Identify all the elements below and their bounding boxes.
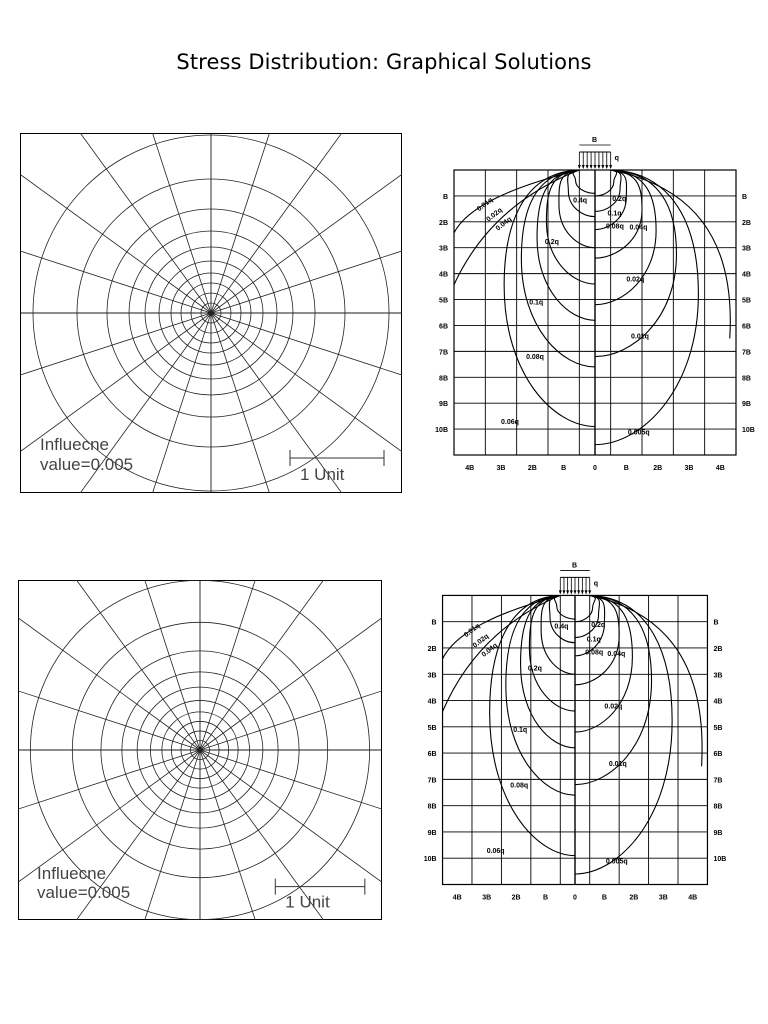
isobar-curve-left (554, 595, 575, 619)
load-label: q (593, 580, 598, 588)
isobar-label-right: 0.005q (605, 858, 628, 866)
depth-tick-label-right: 5B (742, 297, 751, 305)
width-label: B (592, 137, 598, 144)
load-arrowhead (609, 165, 612, 169)
load-arrowhead (582, 165, 585, 169)
x-tick-label: 0 (593, 465, 597, 472)
load-arrowhead (562, 590, 565, 594)
isobar-label-right: 0.04q (629, 224, 648, 232)
isobar-label-left: 0.01q (475, 196, 495, 214)
depth-tick-label-left: 8B (439, 375, 448, 383)
isobar-curve-left (573, 170, 595, 193)
x-tick-label: 3B (482, 894, 492, 902)
isobar-curve-left (452, 170, 579, 237)
influence-chart-top (20, 133, 402, 493)
x-tick-label: B (601, 894, 607, 902)
depth-tick-label-left: 7B (439, 349, 448, 357)
isobar-curve-right (595, 170, 676, 357)
influence-label-line2: value=0.005 (40, 455, 134, 474)
influence-radial-line (0, 195, 211, 313)
load-arrowhead (601, 165, 604, 169)
x-tick-label: B (623, 465, 629, 472)
x-tick-label: 3B (496, 465, 506, 472)
isobar-curve-right (595, 170, 617, 196)
isobar-curve-right (575, 595, 652, 784)
scale-label: 1 Unit (300, 465, 345, 484)
isobar-label-left: 0.2q (527, 665, 542, 673)
depth-tick-label-right: 2B (713, 645, 723, 653)
isobar-curve-right (575, 595, 600, 637)
depth-tick-label-right: 10B (713, 856, 727, 864)
depth-tick-label-left: 3B (427, 672, 437, 680)
influence-radial-line (93, 0, 211, 313)
x-tick-label: 3B (684, 465, 694, 472)
depth-tick-label-right: 6B (713, 751, 723, 759)
x-tick-label: B (543, 894, 549, 902)
isobar-curve-right (590, 595, 702, 769)
load-arrowhead (559, 590, 562, 594)
depth-tick-label-right: 7B (742, 349, 751, 357)
isobar-label-right: 0.005q (627, 429, 650, 437)
isobar-curve-right (611, 170, 731, 341)
isobar-curve-left (452, 170, 579, 289)
influence-radial-line (0, 88, 211, 313)
depth-tick-label-right: 4B (742, 271, 751, 279)
isobar-label-left: 0.08q (510, 782, 529, 790)
depth-tick-label-left: 4B (427, 698, 437, 706)
x-tick-label: 4B (465, 465, 475, 472)
isobar-label-left: 0.4q (573, 197, 588, 205)
depth-tick-label-right: 10B (742, 427, 755, 435)
x-tick-label: 2B (653, 465, 663, 472)
depth-tick-label-left: 8B (427, 803, 437, 811)
load-arrowhead (581, 590, 584, 594)
influence-chart-bottom (18, 580, 382, 920)
influence-label-line1: Influecne (40, 435, 109, 454)
load-arrowhead (577, 590, 580, 594)
isobar-label-left: 0.08q (526, 354, 544, 362)
isobar-label-left: 0.06q (486, 847, 505, 855)
isobar-label-left: 0.02q (485, 206, 504, 224)
isobar-curve-left (504, 170, 595, 427)
isobar-label-right: 0.2q (591, 621, 606, 629)
x-tick-label: 4B (688, 894, 698, 902)
page-title: Stress Distribution: Graphical Solutions (176, 50, 592, 74)
width-label: B (572, 562, 578, 570)
x-tick-label: 4B (452, 894, 462, 902)
scale-label: 1 Unit (285, 892, 330, 912)
isobar-label-left: 0.4q (554, 623, 569, 631)
isobar-chart-top (430, 137, 760, 490)
isobar-label-left: 0.1q (513, 727, 528, 735)
depth-tick-label-left: 3B (439, 245, 448, 253)
isobar-curve-left (490, 595, 575, 855)
depth-tick-label-left: 2B (439, 219, 448, 227)
influence-radial-line (0, 313, 211, 538)
load-arrowhead (594, 165, 597, 169)
depth-tick-label-left: 9B (439, 401, 448, 409)
depth-tick-label-right: B (713, 619, 719, 627)
isobar-label-right: 0.01q (608, 761, 627, 769)
load-arrowhead (574, 590, 577, 594)
depth-tick-label-left: 5B (427, 724, 437, 732)
influence-label-line2: value=0.005 (37, 883, 131, 903)
isobar-curve-left (441, 595, 561, 663)
load-arrowhead (605, 165, 608, 169)
isobar-label-right: 0.04q (607, 650, 626, 658)
isobar-curve-left (529, 595, 575, 711)
isobar-label-right: 0.1q (586, 636, 601, 644)
depth-tick-label-right: 3B (742, 245, 751, 253)
load-arrowhead (586, 165, 589, 169)
isobar-label-left: 0.01q (463, 622, 482, 640)
depth-tick-label-right: 3B (713, 672, 723, 680)
x-tick-label: 2B (527, 465, 537, 472)
influence-radial-line (0, 313, 211, 431)
depth-tick-label-left: 5B (439, 297, 448, 305)
load-arrowhead (590, 165, 593, 169)
depth-tick-label-right: 2B (742, 219, 751, 227)
depth-tick-label-left: 6B (427, 751, 437, 759)
depth-tick-label-left: B (442, 193, 448, 201)
influence-radial-line (0, 638, 200, 750)
depth-tick-label-left: 10B (423, 856, 437, 864)
depth-tick-label-left: 6B (439, 323, 448, 331)
x-tick-label: 2B (629, 894, 639, 902)
x-tick-label: 0 (573, 894, 577, 902)
load-arrowhead (570, 590, 573, 594)
isobar-curve-left (541, 595, 575, 674)
load-arrowhead (585, 590, 588, 594)
depth-tick-label-right: 7B (713, 777, 723, 785)
depth-tick-label-right: 8B (713, 803, 723, 811)
depth-tick-label-right: 8B (742, 375, 751, 383)
x-tick-label: 2B (511, 894, 521, 902)
depth-tick-label-left: 4B (439, 271, 448, 279)
depth-tick-label-left: 10B (435, 427, 448, 435)
influence-radial-line (211, 0, 329, 313)
depth-tick-label-right: B (742, 193, 748, 201)
depth-tick-label-right: 9B (742, 401, 751, 409)
influence-radial-line (0, 750, 200, 862)
isobar-label-right: 0.08q (605, 223, 624, 231)
x-tick-label: 4B (715, 465, 725, 472)
depth-tick-label-left: 2B (427, 645, 437, 653)
isobar-label-left: 0.06q (501, 418, 519, 426)
influence-label-line1: Influecne (37, 864, 107, 884)
isobar-label-left: 0.1q (529, 299, 544, 307)
x-tick-label: B (561, 465, 567, 472)
isobar-label-left: 0.2q (544, 238, 559, 246)
isobar-chart-bottom (420, 562, 730, 920)
isobar-curve-right (595, 170, 621, 211)
depth-tick-label-left: 7B (427, 777, 437, 785)
isobar-label-left: 0.04q (494, 215, 514, 233)
depth-tick-label-right: 6B (742, 323, 751, 331)
isobar-label-right: 0.1q (607, 210, 622, 218)
depth-tick-label-right: 5B (713, 724, 723, 732)
load-arrowhead (588, 590, 591, 594)
isobar-label-right: 0.01q (631, 333, 649, 341)
isobar-label-left: 0.04q (480, 642, 500, 659)
isobar-label-right: 0.08q (585, 649, 604, 657)
isobar-label-left: 0.02q (471, 633, 491, 650)
influence-radial-line (0, 456, 200, 750)
depth-tick-label-left: 9B (427, 829, 437, 837)
load-label: q (614, 155, 619, 162)
isobar-curve-left (546, 170, 595, 284)
depth-tick-label-right: 9B (713, 829, 723, 837)
isobar-label-right: 0.02q (604, 703, 623, 711)
depth-tick-label-left: B (431, 619, 437, 627)
depth-tick-label-right: 4B (713, 698, 723, 706)
load-arrowhead (597, 165, 600, 169)
load-arrowhead (566, 590, 569, 594)
x-tick-label: 3B (658, 894, 668, 902)
isobar-label-right: 0.2q (612, 196, 627, 204)
load-arrowhead (578, 165, 581, 169)
isobar-curve-right (595, 170, 656, 305)
isobar-curve-left (559, 170, 595, 248)
isobar-curve-right (575, 595, 595, 621)
isobar-label-right: 0.02q (626, 276, 645, 284)
isobar-curve-right (575, 595, 632, 732)
isobar-curve-left (441, 595, 561, 716)
